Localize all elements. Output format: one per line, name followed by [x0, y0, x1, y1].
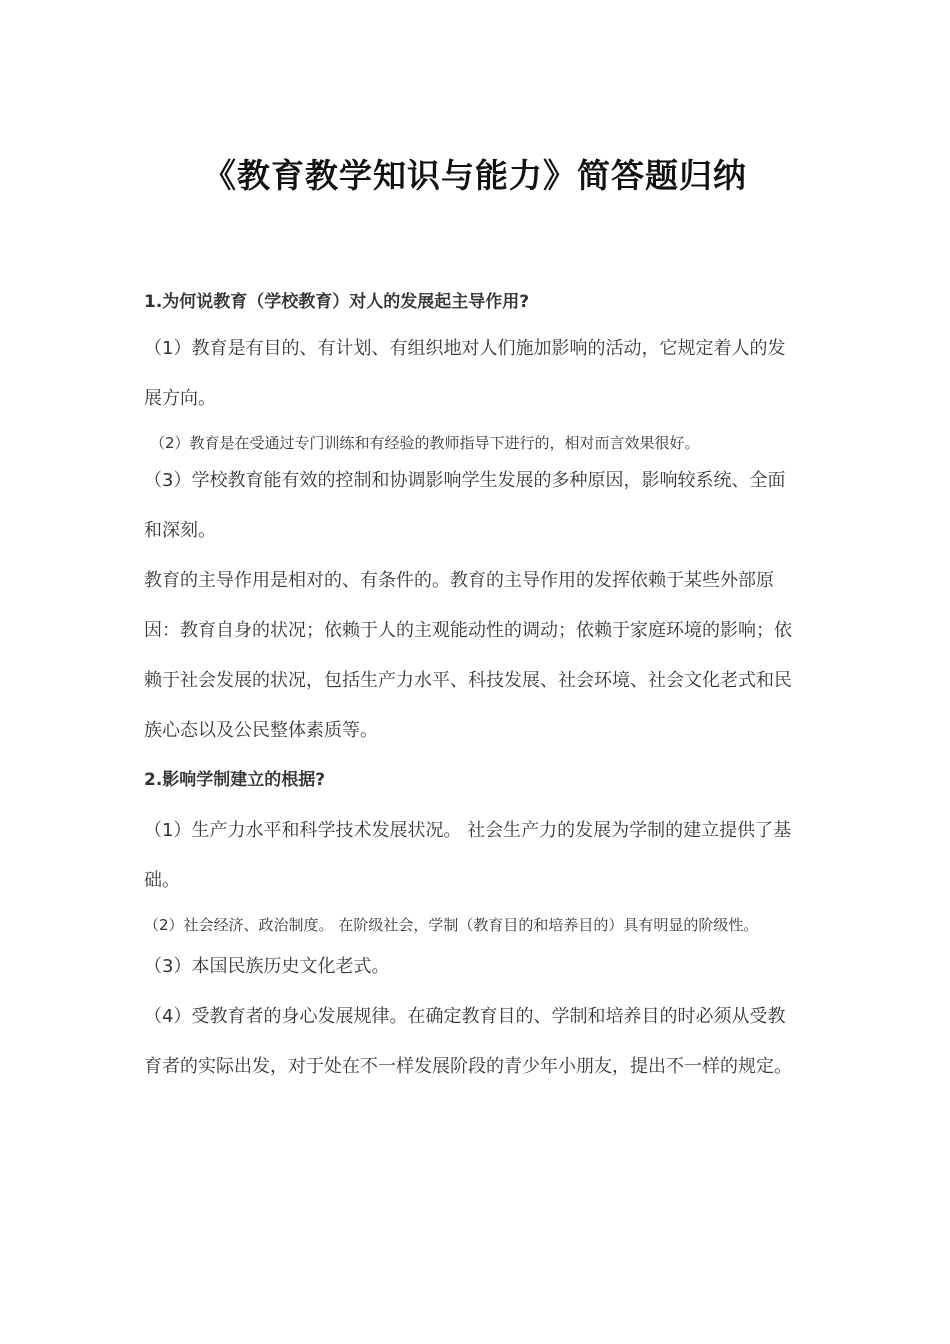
section-2-point-2: （2）社会经济、政治制度。 在阶级社会，学制（教育目的和培养目的）具有明显的阶级性。: [144, 916, 759, 934]
document-body: [144, 282, 800, 1092]
section-2: [144, 760, 800, 1092]
section-1-summary: 教育的主导作用是相对的、有条件的。教育的主导作用的发挥依赖于某些外部原因：教育自身的状况；依赖于人的主观能动性的调动；依赖于家庭环境的影响；依赖于社会发展的状况，包括生产力水平、科技发展、社会环境、社会文化老式和民族心态以及公民整体素质等。: [144, 570, 792, 741]
section-1-point-3: （3）学校教育能有效的控制和协调影响学生发展的多种原因，影响较系统、全面和深刻。: [144, 470, 786, 541]
section-1-point-1: （1）教育是有目的、有计划、有组织地对人们施加影响的活动，它规定着人的发展方向。: [144, 338, 786, 409]
section-1-point-2: （2）教育是在受通过专门训练和有经验的教师指导下进行的，相对而言效果很好。: [150, 434, 700, 452]
section-2-point-1: （1）生产力水平和科学技术发展状况。 社会生产力的发展为学制的建立提供了基础。: [144, 820, 792, 891]
section-1: [144, 282, 800, 756]
section-2-heading: 2.影响学制建立的根据?: [144, 770, 326, 790]
section-2-point-3: （3）本国民族历史文化老式。: [144, 956, 390, 977]
section-1-heading: 1.为何说教育（学校教育）对人的发展起主导作用?: [144, 292, 530, 312]
section-2-point-4: （4）受教育者的身心发展规律。在确定教育目的、学制和培养目的时必须从受教育者的实际出发，对于处在不一样发展阶段的青少年小朋友，提出不一样的规定。: [144, 1006, 792, 1077]
document-title: 《教育教学知识与能力》简答题归纳: [203, 156, 747, 195]
